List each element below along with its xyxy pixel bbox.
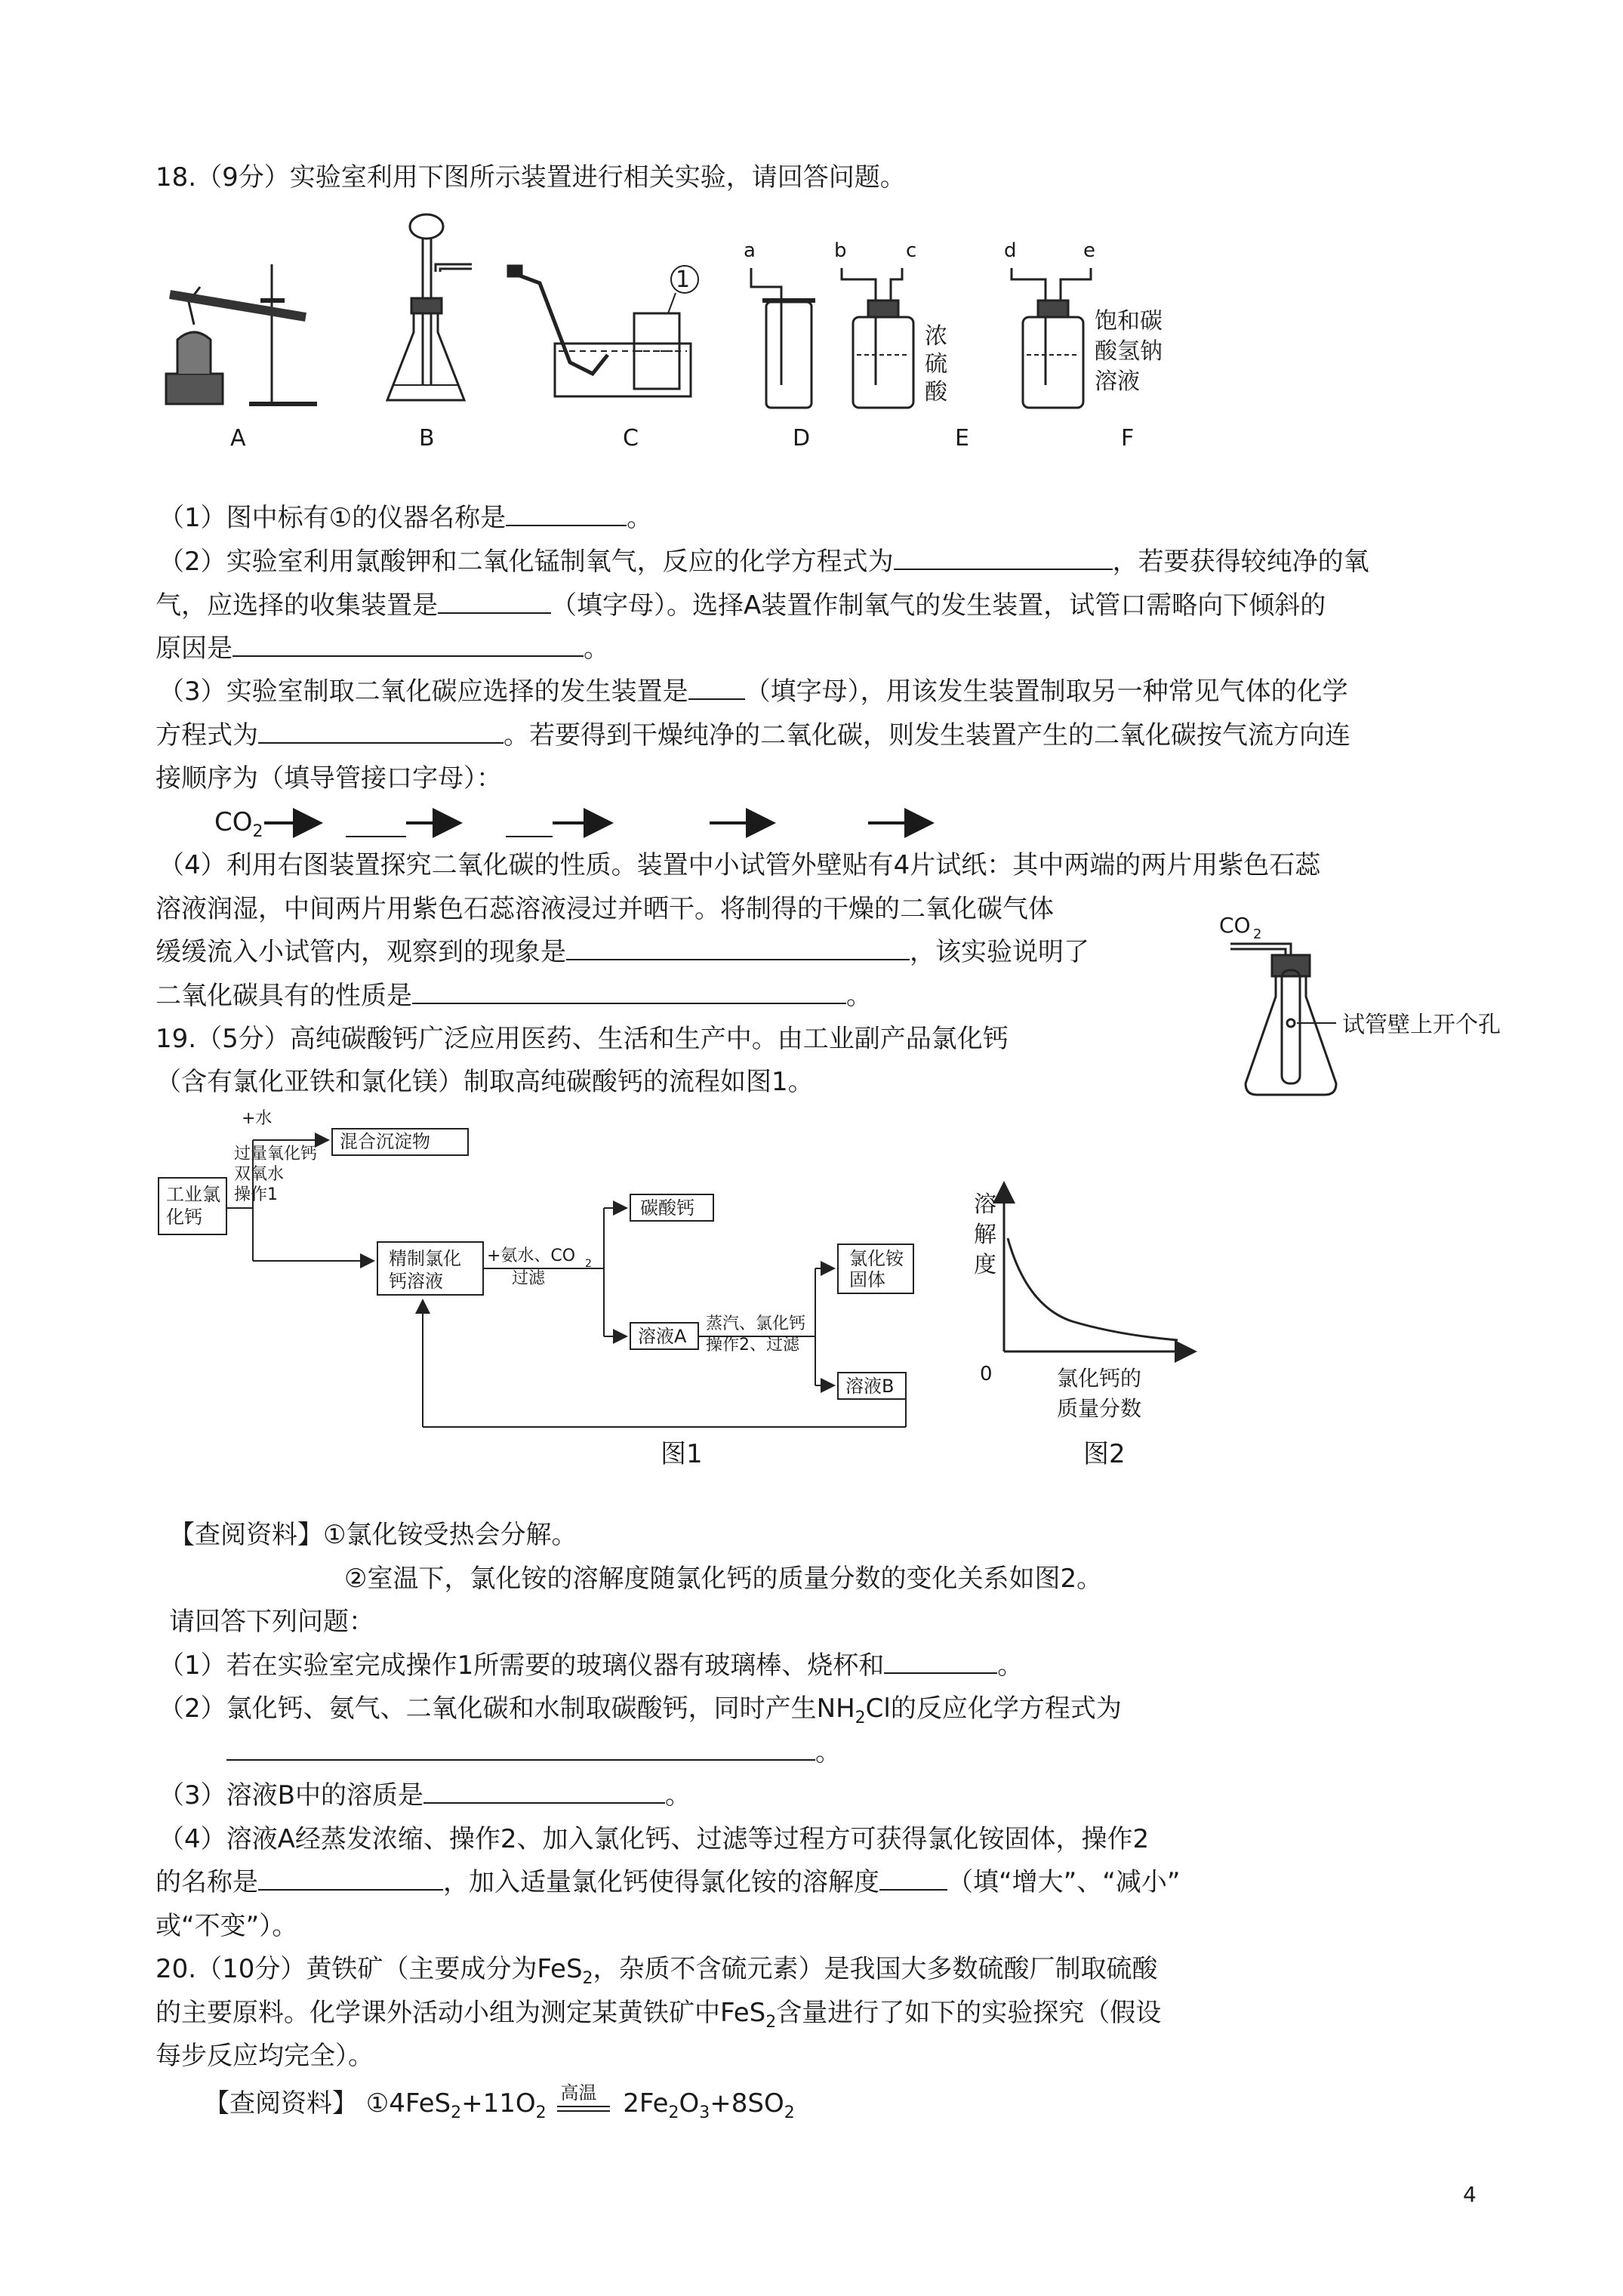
- svg-text:1: 1: [676, 267, 691, 293]
- flow-step1-cao: 过量氧化钙: [234, 1145, 318, 1163]
- q18-p2a: （2）实验室利用氯酸钾和二氧化锰制氧气，反应的化学方程式为 ，若要获得较纯净的氧: [159, 547, 1369, 577]
- q18-p4c: 缓缓流入小试管内，观察到的现象是 ，该实验说明了: [156, 937, 1089, 967]
- fig2-caption: 图2: [1083, 1439, 1126, 1469]
- port-a: a: [744, 239, 756, 262]
- q19-p4a: （4）溶液A经蒸发浓缩、操作2、加入氯化钙、过滤等过程方可获得氯化铵固体，操作2: [159, 1824, 1150, 1854]
- q18-p2c: 原因是 。: [156, 633, 609, 664]
- flow-nh4cl-2: 固体: [849, 1269, 885, 1290]
- port-e: e: [1083, 239, 1095, 262]
- flow-caco3: 碳酸钙: [640, 1197, 694, 1219]
- q18-p2b: 气，应选择的收集装置是 （填字母）。选择A装置作制氧气的发生装置，试管口需略向下倾斜的: [156, 590, 1326, 621]
- q20-p0c: 每步反应均完全）。: [156, 2041, 374, 2071]
- graph-x-1: 氯化钙的: [1057, 1366, 1142, 1391]
- q18-p4d: 二氧化碳具有的性质是 。: [156, 981, 872, 1011]
- flow-refined-2: 钙溶液: [389, 1271, 443, 1292]
- q19-p4b: 的名称是 ，加入适量氯化钙使得氯化铵的溶解度 （填“增大”、“减小”: [156, 1867, 1181, 1897]
- q18-title: 18.（9分）实验室利用下图所示装置进行相关实验，请回答问题。: [156, 162, 906, 193]
- q20-info: 【查阅资料】 $①4FeS_2+11O_2$ 高温 $2Fe_2O_3+8SO_2$: [204, 2082, 795, 2122]
- flow-step2-a: +氨水、CO: [487, 1247, 576, 1265]
- q18-p3c: 接顺序为（填导管接口字母）：: [156, 763, 502, 794]
- reaction-condition: 高温: [554, 2094, 614, 2116]
- q19-p0b: （含有氯化亚铁和氯化镁）制取高纯碳酸钙的流程如图1。: [156, 1067, 814, 1097]
- q19-p1: （1）若在实验室完成操作1所需要的玻璃仪器有玻璃棒、烧杯和 。: [159, 1650, 1024, 1681]
- q19-ask: 请回答下列问题：: [169, 1607, 374, 1637]
- port-d: d: [1004, 239, 1017, 262]
- flask-co2: CO: [1219, 913, 1251, 938]
- q19-p4c: 或“不变”）。: [156, 1911, 298, 1941]
- flow-step2-sub: 2: [585, 1258, 592, 1270]
- flow-nh4cl-1: 氯化铵: [849, 1248, 904, 1269]
- label-d: D: [793, 425, 811, 451]
- apparatus-a: [166, 264, 317, 404]
- port-c: c: [906, 239, 917, 262]
- f-text-2: 酸氢钠: [1095, 338, 1163, 365]
- apparatus-c: [508, 266, 698, 396]
- co2-flask-figure: [1215, 902, 1570, 1106]
- q20-p0b: 的主要原料。化学课外活动小组为测定某黄铁矿中FeS$_2$含量进行了如下的实验探究（假设: [156, 1998, 1162, 2032]
- fig1-caption: 图1: [661, 1439, 703, 1469]
- q19-p2b: 。: [226, 1737, 841, 1768]
- q20-p0a: 20.（10分）黄铁矿（主要成分为FeS$_2$，杂质不含硫元素）是我国大多数硫酸厂制取硫酸: [156, 1954, 1158, 1988]
- q19-p0a: 19.（5分）高纯碳酸钙广泛应用医药、生活和生产中。由工业副产品氯化钙: [156, 1024, 1009, 1054]
- q18-p4b: 溶液润湿，中间两片用紫色石蕊溶液浸过并晒干。将制得的干燥的二氧化碳气体: [156, 894, 1054, 924]
- port-b: b: [834, 239, 847, 262]
- graph-y-3: 度: [974, 1252, 996, 1278]
- label-e: E: [955, 425, 969, 451]
- tube-hole-label: 试管壁上开个孔: [1342, 1012, 1501, 1038]
- flow-start-1: 工业氯: [166, 1184, 220, 1205]
- graph-y-1: 溶: [974, 1191, 996, 1218]
- flow-step1-water: +水: [242, 1109, 273, 1128]
- apparatus-f: [1004, 239, 1163, 408]
- flow-refined-1: 精制氯化: [389, 1248, 461, 1269]
- q18-apparatus-figure: [147, 211, 1242, 461]
- flow-start-2: 化钙: [166, 1207, 202, 1228]
- e-text-2: 硫: [925, 351, 947, 378]
- apparatus-b: [387, 214, 472, 400]
- label-a: A: [230, 425, 246, 451]
- q19-info1: 【查阅资料】①氯化铵受热会分解。: [169, 1520, 577, 1550]
- q19-info2: ②室温下，氯化铵的溶解度随氯化钙的质量分数的变化关系如图2。: [344, 1564, 1103, 1594]
- q18-p3a: （3）实验室制取二氧化碳应选择的发生装置是 （填字母），用该发生装置制取另一种常见气体的化学: [159, 676, 1348, 707]
- flow-step3-b: 操作2、过滤: [706, 1336, 799, 1354]
- flask-co2-sub: 2: [1253, 926, 1262, 942]
- solubility-graph: [966, 1178, 1208, 1435]
- flow-step1-h2o2: 双氧水: [234, 1165, 285, 1184]
- label-b: B: [419, 425, 435, 451]
- label-c: C: [623, 425, 639, 451]
- flow-precip: 混合沉淀物: [340, 1131, 430, 1152]
- apparatus-e: [834, 239, 948, 408]
- flow-step3-a: 蒸汽、氯化钙: [706, 1314, 806, 1333]
- q18-p1: （1）图中标有①的仪器名称是 。: [159, 503, 653, 533]
- graph-origin: 0: [980, 1363, 993, 1385]
- q19-p3: （3）溶液B中的溶质是 。: [159, 1780, 691, 1811]
- co2-label: $CO_2$: [214, 807, 263, 841]
- f-text-1: 饱和碳: [1095, 308, 1163, 334]
- apparatus-d: [744, 239, 815, 408]
- q19-p2a: （2）氯化钙、氨气、二氧化碳和水制取碳酸钙，同时产生$NH_2Cl$的反应化学方程式为: [159, 1693, 1122, 1727]
- q18-p3b: 方程式为 。若要得到干燥纯净的二氧化碳，则发生装置产生的二氧化碳按气流方向连: [156, 720, 1350, 750]
- label-f: F: [1121, 425, 1135, 451]
- apparatus-labels: [230, 425, 1134, 451]
- q18-p4a: （4）利用右图装置探究二氧化碳的性质。装置中小试管外壁贴有4片试纸：其中两端的两片用紫色石蕊: [159, 850, 1321, 880]
- graph-y-2: 解: [974, 1222, 996, 1248]
- page-number: 4: [1463, 2182, 1477, 2207]
- flow-step1-op: 操作1: [234, 1185, 278, 1204]
- e-text-3: 酸: [925, 379, 947, 405]
- graph-x-2: 质量分数: [1057, 1396, 1142, 1421]
- flow-sol-b: 溶液B: [845, 1376, 895, 1397]
- flowchart-figure: [151, 1109, 944, 1457]
- flow-sol-a: 溶液A: [638, 1326, 687, 1347]
- flow-step2-b: 过滤: [512, 1269, 546, 1288]
- e-text-1: 浓: [925, 323, 947, 350]
- co2-flow-arrows: [257, 808, 959, 846]
- f-text-3: 溶液: [1095, 368, 1140, 395]
